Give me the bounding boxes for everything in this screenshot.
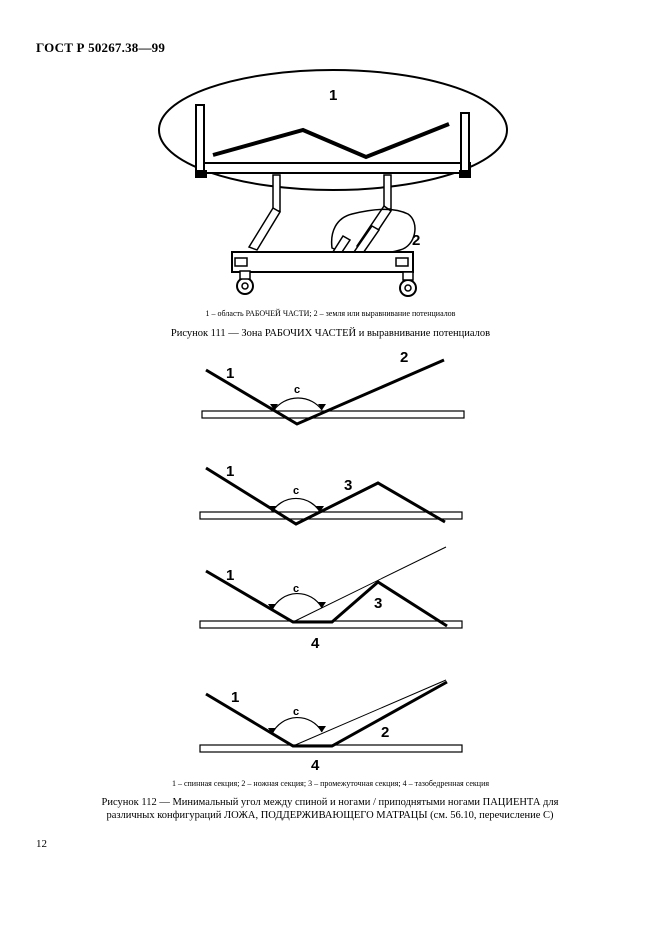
label-ground-2: 2: [412, 232, 421, 249]
label-1: 1: [226, 463, 235, 480]
figure-112-panel-3: [200, 547, 462, 652]
figure-112-panel-4: [200, 680, 462, 774]
label-3: 3: [344, 477, 353, 494]
bed-base-frame: [232, 252, 413, 272]
section-lines: [206, 571, 447, 626]
angle-arc: [272, 718, 322, 734]
bed-leg-left: [273, 175, 280, 211]
angle-arc: [272, 498, 320, 512]
angle-c-label: с: [293, 583, 300, 595]
label-1: 1: [226, 365, 235, 382]
label-4: 4: [311, 757, 320, 774]
label-3: 3: [374, 595, 383, 612]
angle-arc: [272, 594, 322, 610]
mattress-sections-line: [213, 124, 449, 157]
bed-top-rail: [197, 163, 470, 173]
bed-right-post: [461, 113, 469, 175]
label-2: 2: [381, 724, 390, 741]
angle-c-label: с: [294, 384, 301, 396]
figure-111-drawing: [159, 70, 507, 296]
angle-arc: [274, 398, 322, 410]
wheel-left: [237, 278, 253, 294]
bed-strut-left: [249, 208, 280, 250]
angle-c-label: с: [293, 706, 300, 718]
figure-112-caption: [30, 796, 630, 822]
base-plate: [200, 512, 462, 519]
label-4: 4: [311, 635, 320, 652]
figure-112-panel-2: [200, 463, 462, 524]
label-1: 1: [231, 689, 240, 706]
figure-111-caption: Рисунок 111 — Зона РАБОЧИХ ЧАСТЕЙ и выравнивание потенциалов: [170, 328, 491, 339]
reference-line: [293, 680, 446, 746]
label-zone-1: 1: [329, 87, 338, 104]
page-number: 12: [36, 838, 47, 850]
wheel-right: [400, 280, 416, 296]
label-2: 2: [400, 349, 409, 366]
document-header: ГОСТ Р 50267.38—99: [36, 40, 166, 55]
figure-111-legend: 1 – область РАБОЧЕЙ ЧАСТИ; 2 – земля или выравнивание потенциалов: [205, 309, 456, 318]
figure-112-panel-1: [202, 349, 464, 424]
figure-112-legend: 1 – спинная секция; 2 – ножная секция; 3 – промежуточная секция; 4 – тазобедренная секция: [171, 779, 490, 788]
label-1: 1: [226, 567, 235, 584]
base-plate: [202, 411, 464, 418]
angle-c-label: с: [293, 485, 300, 497]
figure-112-caption-line-2: различных конфигураций ЛОЖА, ПОДДЕРЖИВАЮЩЕГО МАТРАЦЫ (см. 56.10, перечисление С): [106, 810, 554, 821]
bed-left-post: [196, 105, 204, 175]
bed-leg-right: [384, 175, 391, 209]
figure-112-caption-line-1: Рисунок 112 — Минимальный угол между спиной и ногами / приподнятыми ногами ПАЦИЕНТА для: [101, 797, 559, 808]
section-lines: [206, 682, 447, 746]
